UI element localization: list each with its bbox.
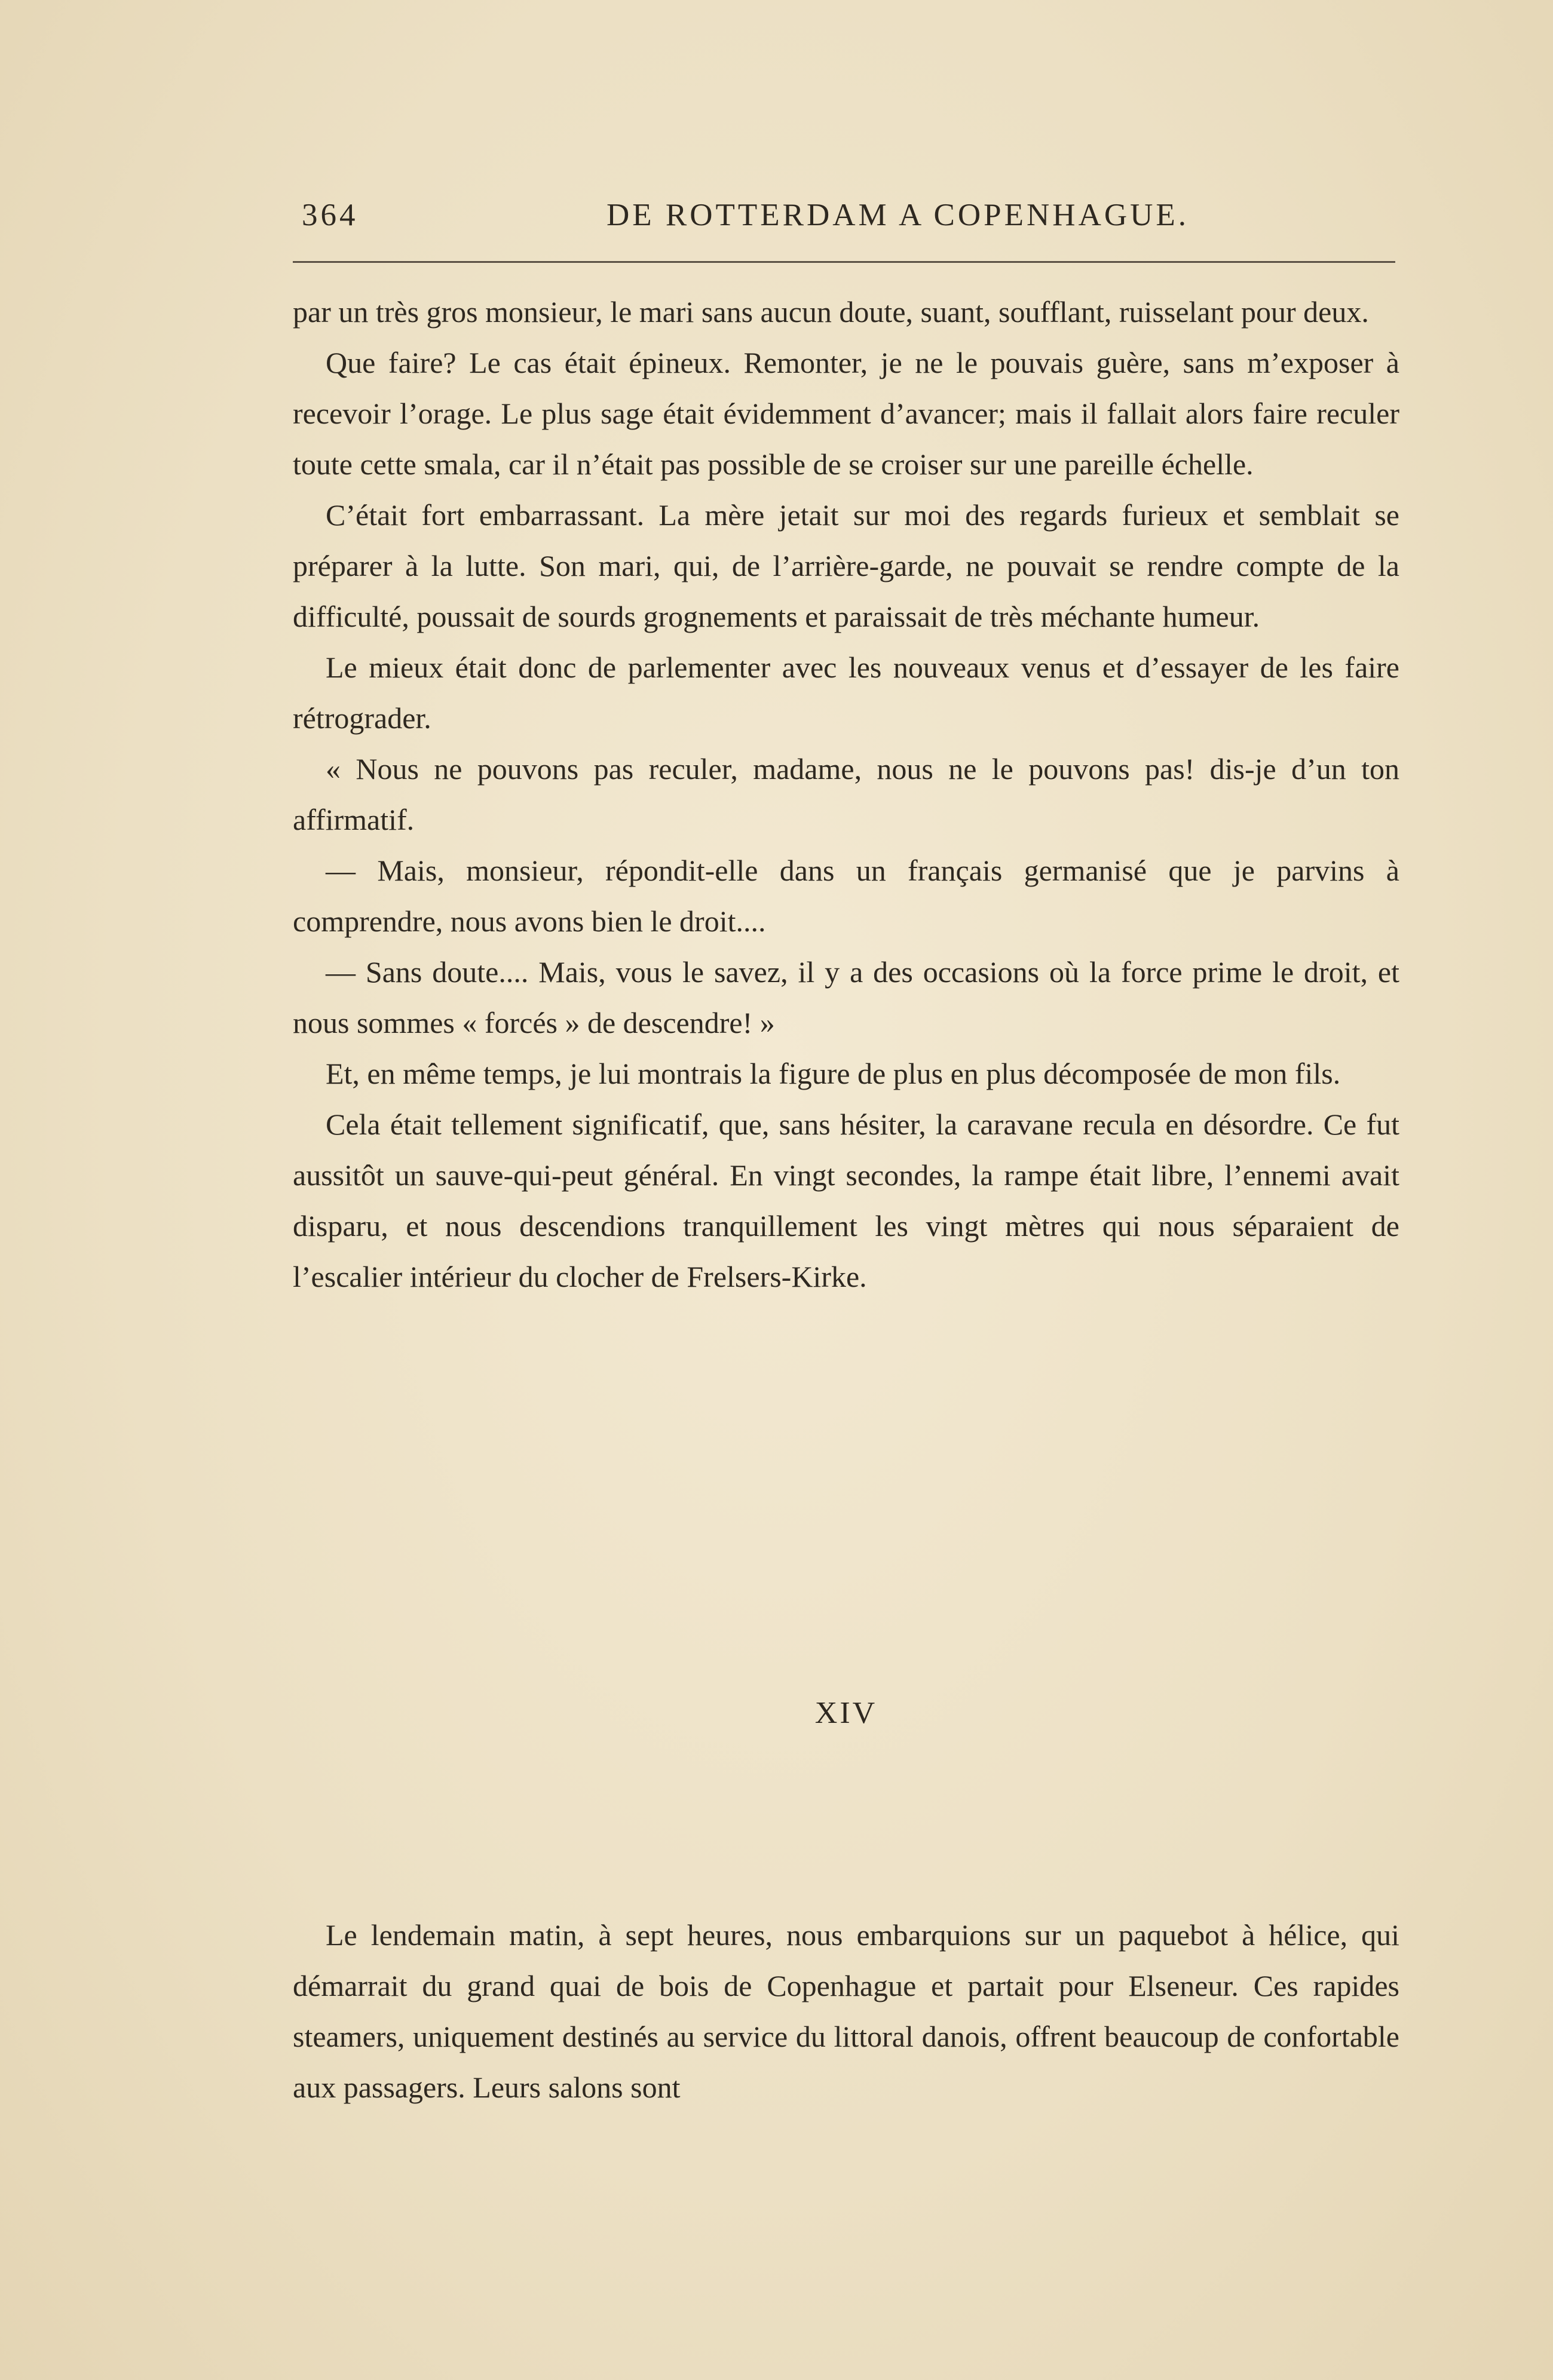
chapter-heading: XIV	[814, 1696, 878, 1730]
paragraph: — Mais, monsieur, répondit-elle dans un français germanisé que je parvins à comprendre, nous avons bien le droit....	[293, 854, 1399, 938]
page-header	[302, 197, 1398, 245]
paragraph: Et, en même temps, je lui montrais la figure de plus en plus décomposée de mon fils.	[326, 1057, 1341, 1090]
paragraph: Le mieux était donc de parlementer avec les nouveaux venus et d’essayer de les faire rétrograder.	[293, 651, 1399, 735]
running-title: DE ROTTERDAM A COPENHAGUE.	[606, 198, 1190, 232]
page-number: 364	[302, 198, 359, 232]
paragraph: « Nous ne pouvons pas reculer, madame, nous ne le pouvons pas! dis-je d’un ton affirmatif.	[293, 752, 1399, 836]
header-rule	[293, 261, 1395, 263]
paragraph: par un très gros monsieur, le mari sans aucun doute, suant, soufflant, ruisselant pour deux.	[293, 295, 1369, 329]
chapter-text	[293, 1910, 1399, 2113]
paragraph: C’était fort embarrassant. La mère jetait sur moi des regards furieux et semblait se préparer à la lutte. Son mari, qui, de l’arrière-garde, ne pouvait se rendre compte de la difficulté, poussait de sourds grognements et paraissait de très méchante humeur.	[293, 498, 1399, 633]
paragraph: Le lendemain matin, à sept heures, nous embarquions sur un paquebot à hélice, qui démarrait du grand quai de bois de Copenhague et partait pour Elseneur. Ces rapides steamers, uniquement destinés au service du littoral danois, offrent beaucoup de confortable aux passagers. Leurs salons sont	[293, 1918, 1399, 2104]
main-text	[293, 287, 1399, 1302]
paragraph: — Sans doute.... Mais, vous le savez, il y a des occasions où la force prime le droit, et nous sommes « forcés » de descendre! »	[293, 955, 1399, 1039]
paragraph: Cela était tellement significatif, que, sans hésiter, la caravane recula en désordre. Ce fut aussitôt un sauve-qui-peut général. En vingt secondes, la rampe était libre, l’ennemi avait disparu, et nous descendions tranquillement les vingt mètres qui nous séparaient de l’escalier intérieur du clocher de Frelsers-Kirke.	[293, 1108, 1399, 1293]
paragraph: Que faire? Le cas était épineux. Remonter, je ne le pouvais guère, sans m’exposer à recevoir l’orage. Le plus sage était évidemment d’avancer; mais il fallait alors faire reculer toute cette smala, car il n’était pas possible de se croiser sur une pareille échelle.	[293, 346, 1399, 481]
